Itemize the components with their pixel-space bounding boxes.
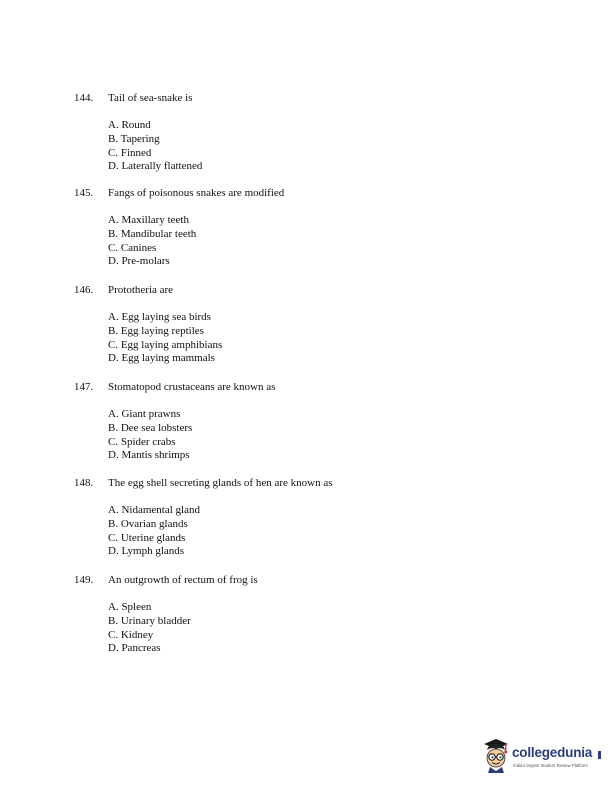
question-144 — [74, 92, 554, 174]
options-list — [108, 504, 554, 559]
options-list — [108, 601, 554, 656]
options-list — [108, 408, 554, 463]
collegedunia-logo[interactable] — [481, 737, 605, 777]
option: D. Lymph glands — [108, 545, 185, 558]
option: A. Egg laying sea birds — [108, 311, 211, 323]
student-mascot-icon — [481, 737, 511, 777]
question-text: Fangs of poisonous snakes are modified — [108, 187, 285, 199]
question-147 — [74, 381, 554, 463]
option: D. Pancreas — [108, 642, 161, 655]
question-number: 144. — [74, 92, 94, 104]
option: A. Nidamental gland — [108, 504, 200, 516]
option: A. Maxillary teeth — [108, 214, 189, 226]
question-number: 149. — [74, 574, 94, 586]
question-number: 147. — [74, 381, 94, 393]
logo-mark — [598, 751, 601, 759]
question-145 — [74, 187, 554, 269]
logo-text: collegedunia — [512, 745, 593, 760]
option: A. Spleen — [108, 601, 152, 613]
question-number: 146. — [74, 284, 94, 296]
question-text: The egg shell secreting glands of hen are known as — [108, 477, 333, 489]
question-148 — [74, 477, 554, 559]
logo-tagline: India's largest Student Review Platform — [513, 763, 588, 768]
option: C. Kidney — [108, 628, 154, 641]
option: D. Laterally flattened — [108, 160, 203, 173]
options-list — [108, 311, 554, 366]
question-number: 145. — [74, 187, 94, 199]
option: D. Mantis shrimps — [108, 449, 190, 462]
question-number: 148. — [74, 477, 94, 489]
option: C. Spider crabs — [108, 435, 176, 448]
option: B. Ovarian glands — [108, 517, 188, 530]
option: B. Urinary bladder — [108, 614, 191, 627]
option: B. Dee sea lobsters — [108, 421, 193, 434]
option: B. Tapering — [108, 132, 160, 145]
option: C. Uterine glands — [108, 531, 186, 544]
question-146 — [74, 284, 554, 366]
option: D. Pre-molars — [108, 255, 170, 268]
option: B. Mandibular teeth — [108, 227, 197, 240]
option: A. Giant prawns — [108, 408, 181, 420]
question-149 — [74, 574, 554, 656]
options-list — [108, 119, 554, 174]
option: C. Egg laying amphibians — [108, 338, 223, 351]
question-text: Stomatopod crustaceans are known as — [108, 381, 276, 393]
option: D. Egg laying mammals — [108, 352, 215, 365]
question-text: An outgrowth of rectum of frog is — [108, 574, 258, 586]
option: A. Round — [108, 119, 151, 131]
option: C. Finned — [108, 146, 152, 159]
option: B. Egg laying reptiles — [108, 324, 204, 337]
question-text: Prototheria are — [108, 284, 174, 296]
question-text: Tail of sea-snake is — [108, 92, 193, 104]
option: C. Canines — [108, 241, 157, 254]
options-list — [108, 214, 554, 269]
